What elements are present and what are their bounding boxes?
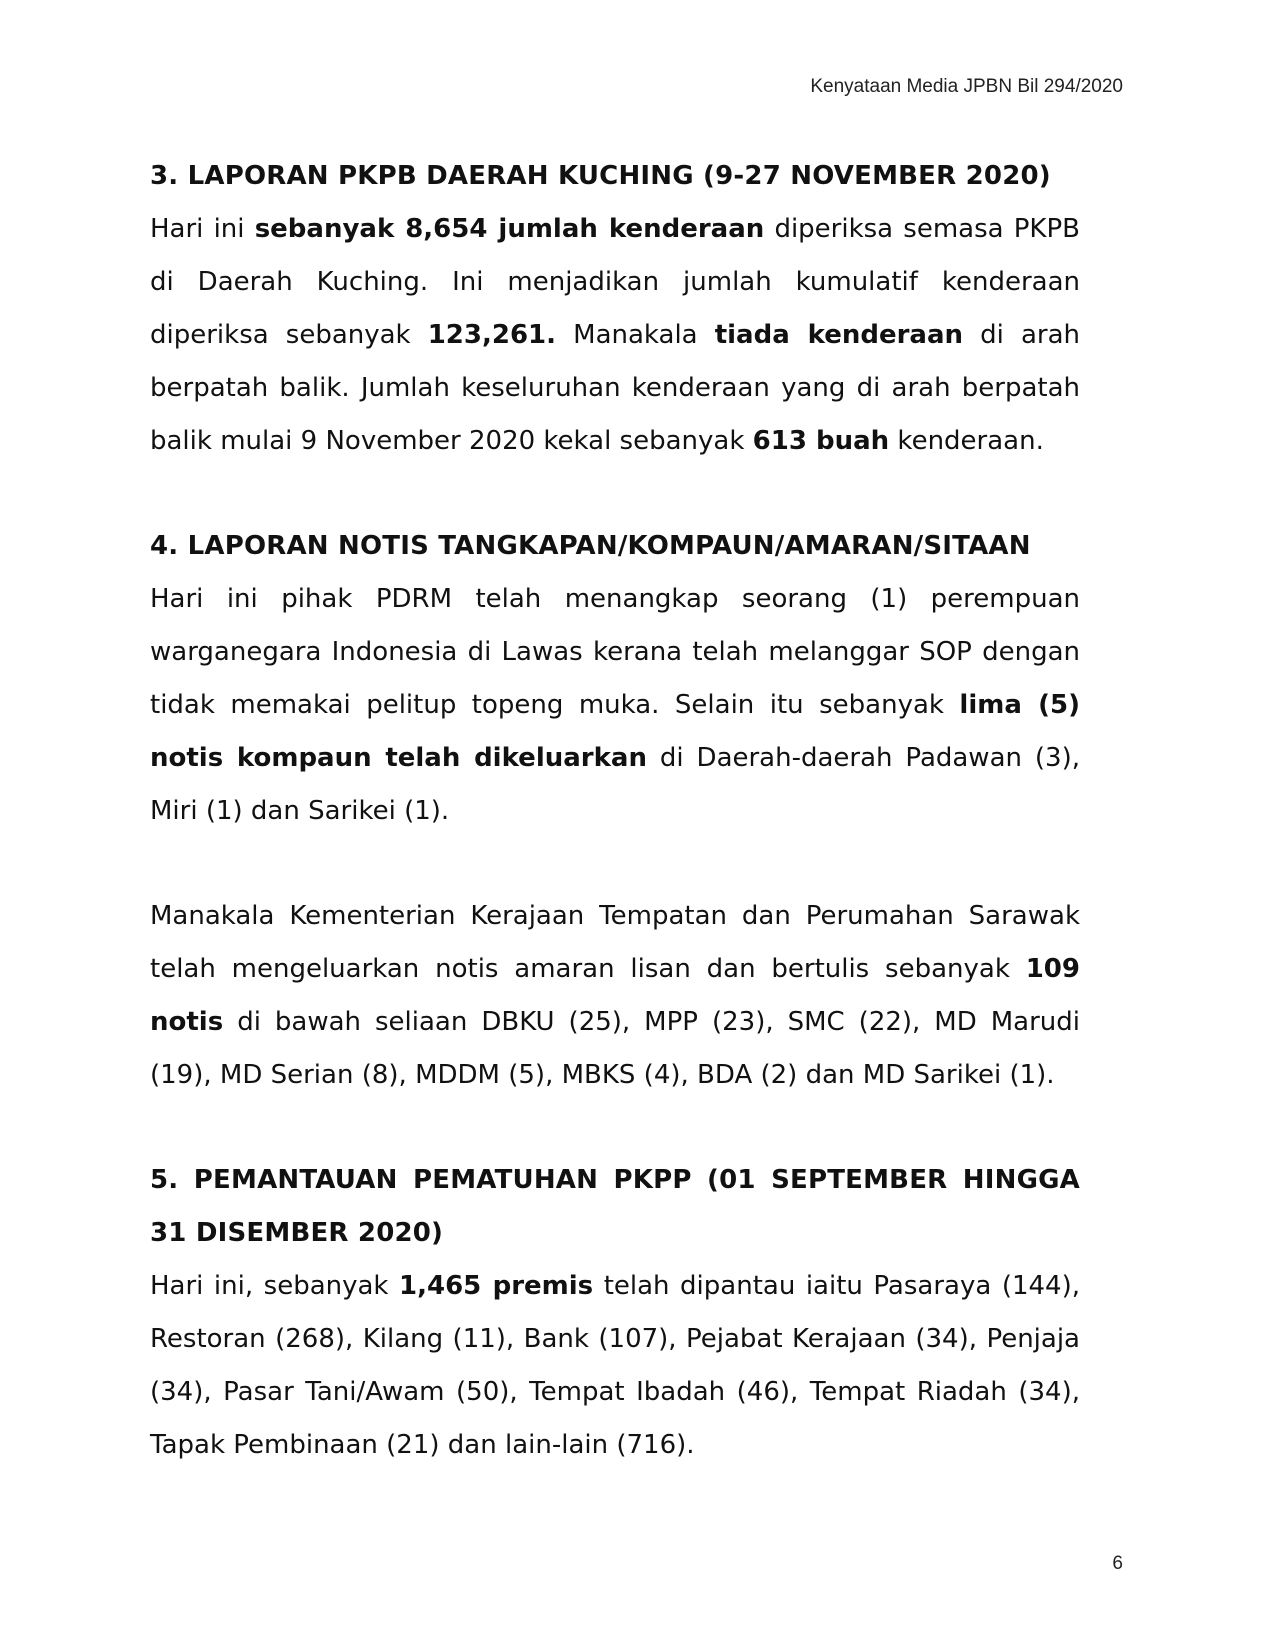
text-run: Manakala bbox=[556, 320, 715, 350]
text-run: Hari ini, sebanyak bbox=[150, 1271, 400, 1301]
section-paragraph bbox=[150, 573, 1080, 838]
emphasis-no-vehicles: tiada kenderaan bbox=[714, 320, 964, 350]
section-paragraph bbox=[150, 1260, 1080, 1472]
text-run: telah dipantau iaitu Pasaraya (144), Restoran (268), Kilang (11), Bank (107), Pejabat Kerajaan (34), Penjaja (34), Pasar Tani/Awam (50), Tempat Ibadah (46), Tempat Riadah (34), Tapak Pembinaan (21) dan lain-lain (716). bbox=[150, 1271, 1081, 1460]
section-notis-tangkapan bbox=[150, 520, 1080, 1102]
emphasis-turned-back-total: 613 buah bbox=[752, 426, 890, 456]
section-heading: 4. LAPORAN NOTIS TANGKAPAN/KOMPAUN/AMARAN/SITAAN bbox=[150, 531, 1031, 561]
section-heading: 5. PEMANTAUAN PEMATUHAN PKPP (01 SEPTEMBER HINGGA 31 DISEMBER 2020) bbox=[150, 1165, 1080, 1248]
emphasis-vehicles-checked: sebanyak 8,654 jumlah kenderaan bbox=[254, 214, 765, 244]
section-paragraph bbox=[150, 890, 1080, 1102]
emphasis-cumulative-total: 123,261. bbox=[427, 320, 557, 350]
text-run: Manakala Kementerian Kerajaan Tempatan dan Perumahan Sarawak telah mengeluarkan notis amaran lisan dan bertulis sebanyak bbox=[150, 901, 1080, 984]
emphasis-premises-monitored: 1,465 premis bbox=[399, 1271, 594, 1301]
text-run: di arah berpatah balik. Jumlah keseluruhan kenderaan yang di arah berpatah balik mulai 9 November 2020 kekal sebanyak bbox=[150, 320, 1081, 456]
emphasis-compound-notices: lima (5) notis kompaun telah dikeluarkan bbox=[150, 690, 1080, 773]
text-run: Hari ini bbox=[150, 214, 255, 244]
text-run: kenderaan. bbox=[889, 426, 1044, 456]
section-pkpb-kuching bbox=[150, 150, 1080, 468]
section-pemantauan-pkpp bbox=[150, 1154, 1080, 1472]
text-run: Hari ini pihak PDRM telah menangkap seorang (1) perempuan warganegara Indonesia di Lawas kerana telah melanggar SOP dengan tidak memakai pelitup topeng muka. Selain itu sebanyak bbox=[150, 584, 1080, 720]
emphasis-warning-notices: 109 notis bbox=[150, 954, 1080, 1037]
text-run: di Daerah-daerah Padawan (3), Miri (1) dan Sarikei (1). bbox=[150, 743, 1081, 826]
page-number: 6 bbox=[1112, 1553, 1123, 1574]
section-heading: 3. LAPORAN PKPB DAERAH KUCHING (9-27 NOVEMBER 2020) bbox=[150, 161, 1051, 191]
text-run: diperiksa semasa PKPB di Daerah Kuching. Ini menjadikan jumlah kumulatif kenderaan diperiksa sebanyak bbox=[150, 214, 1080, 350]
document-body bbox=[150, 150, 1080, 1472]
section-paragraph bbox=[150, 203, 1080, 468]
running-header: Kenyataan Media JPBN Bil 294/2020 bbox=[810, 76, 1123, 97]
text-run: di bawah seliaan DBKU (25), MPP (23), SMC (22), MD Marudi (19), MD Serian (8), MDDM (5), MBKS (4), BDA (2) dan MD Sarikei (1). bbox=[150, 1007, 1080, 1090]
